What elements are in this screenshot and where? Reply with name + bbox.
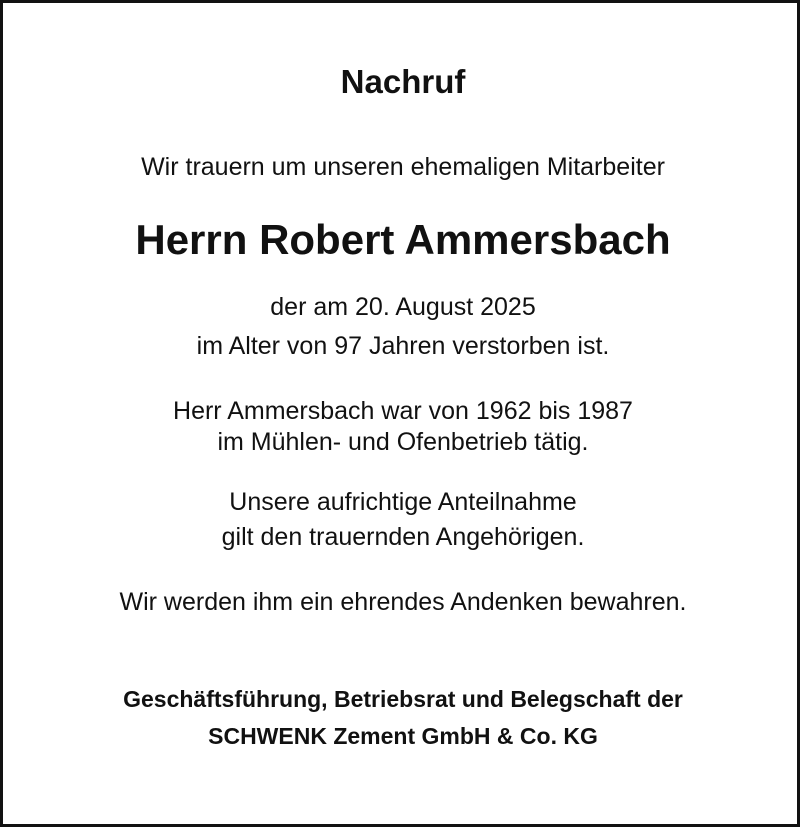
condolence-line-1: Unsere aufrichtige Anteilnahme	[229, 488, 577, 516]
deceased-name: Herrn Robert Ammersbach	[135, 216, 671, 263]
intro-text: Wir trauern um unseren ehemaligen Mitarbeiter	[141, 153, 665, 181]
service-period-line: Herr Ammersbach war von 1962 bis 1987	[173, 397, 633, 425]
service-department-line: im Mühlen- und Ofenbetrieb tätig.	[217, 428, 589, 456]
memory-line: Wir werden ihm ein ehrendes Andenken bewahren.	[119, 588, 687, 616]
condolence-line-2: gilt den trauernden Angehörigen.	[221, 523, 585, 551]
death-age-line: im Alter von 97 Jahren verstorben ist.	[196, 332, 610, 360]
signature-line-2: SCHWENK Zement GmbH & Co. KG	[208, 723, 598, 749]
death-date-line: der am 20. August 2025	[270, 293, 536, 321]
notice-heading: Nachruf	[340, 63, 466, 100]
signature-line-1: Geschäftsführung, Betriebsrat und Belegschaft der	[123, 686, 683, 712]
